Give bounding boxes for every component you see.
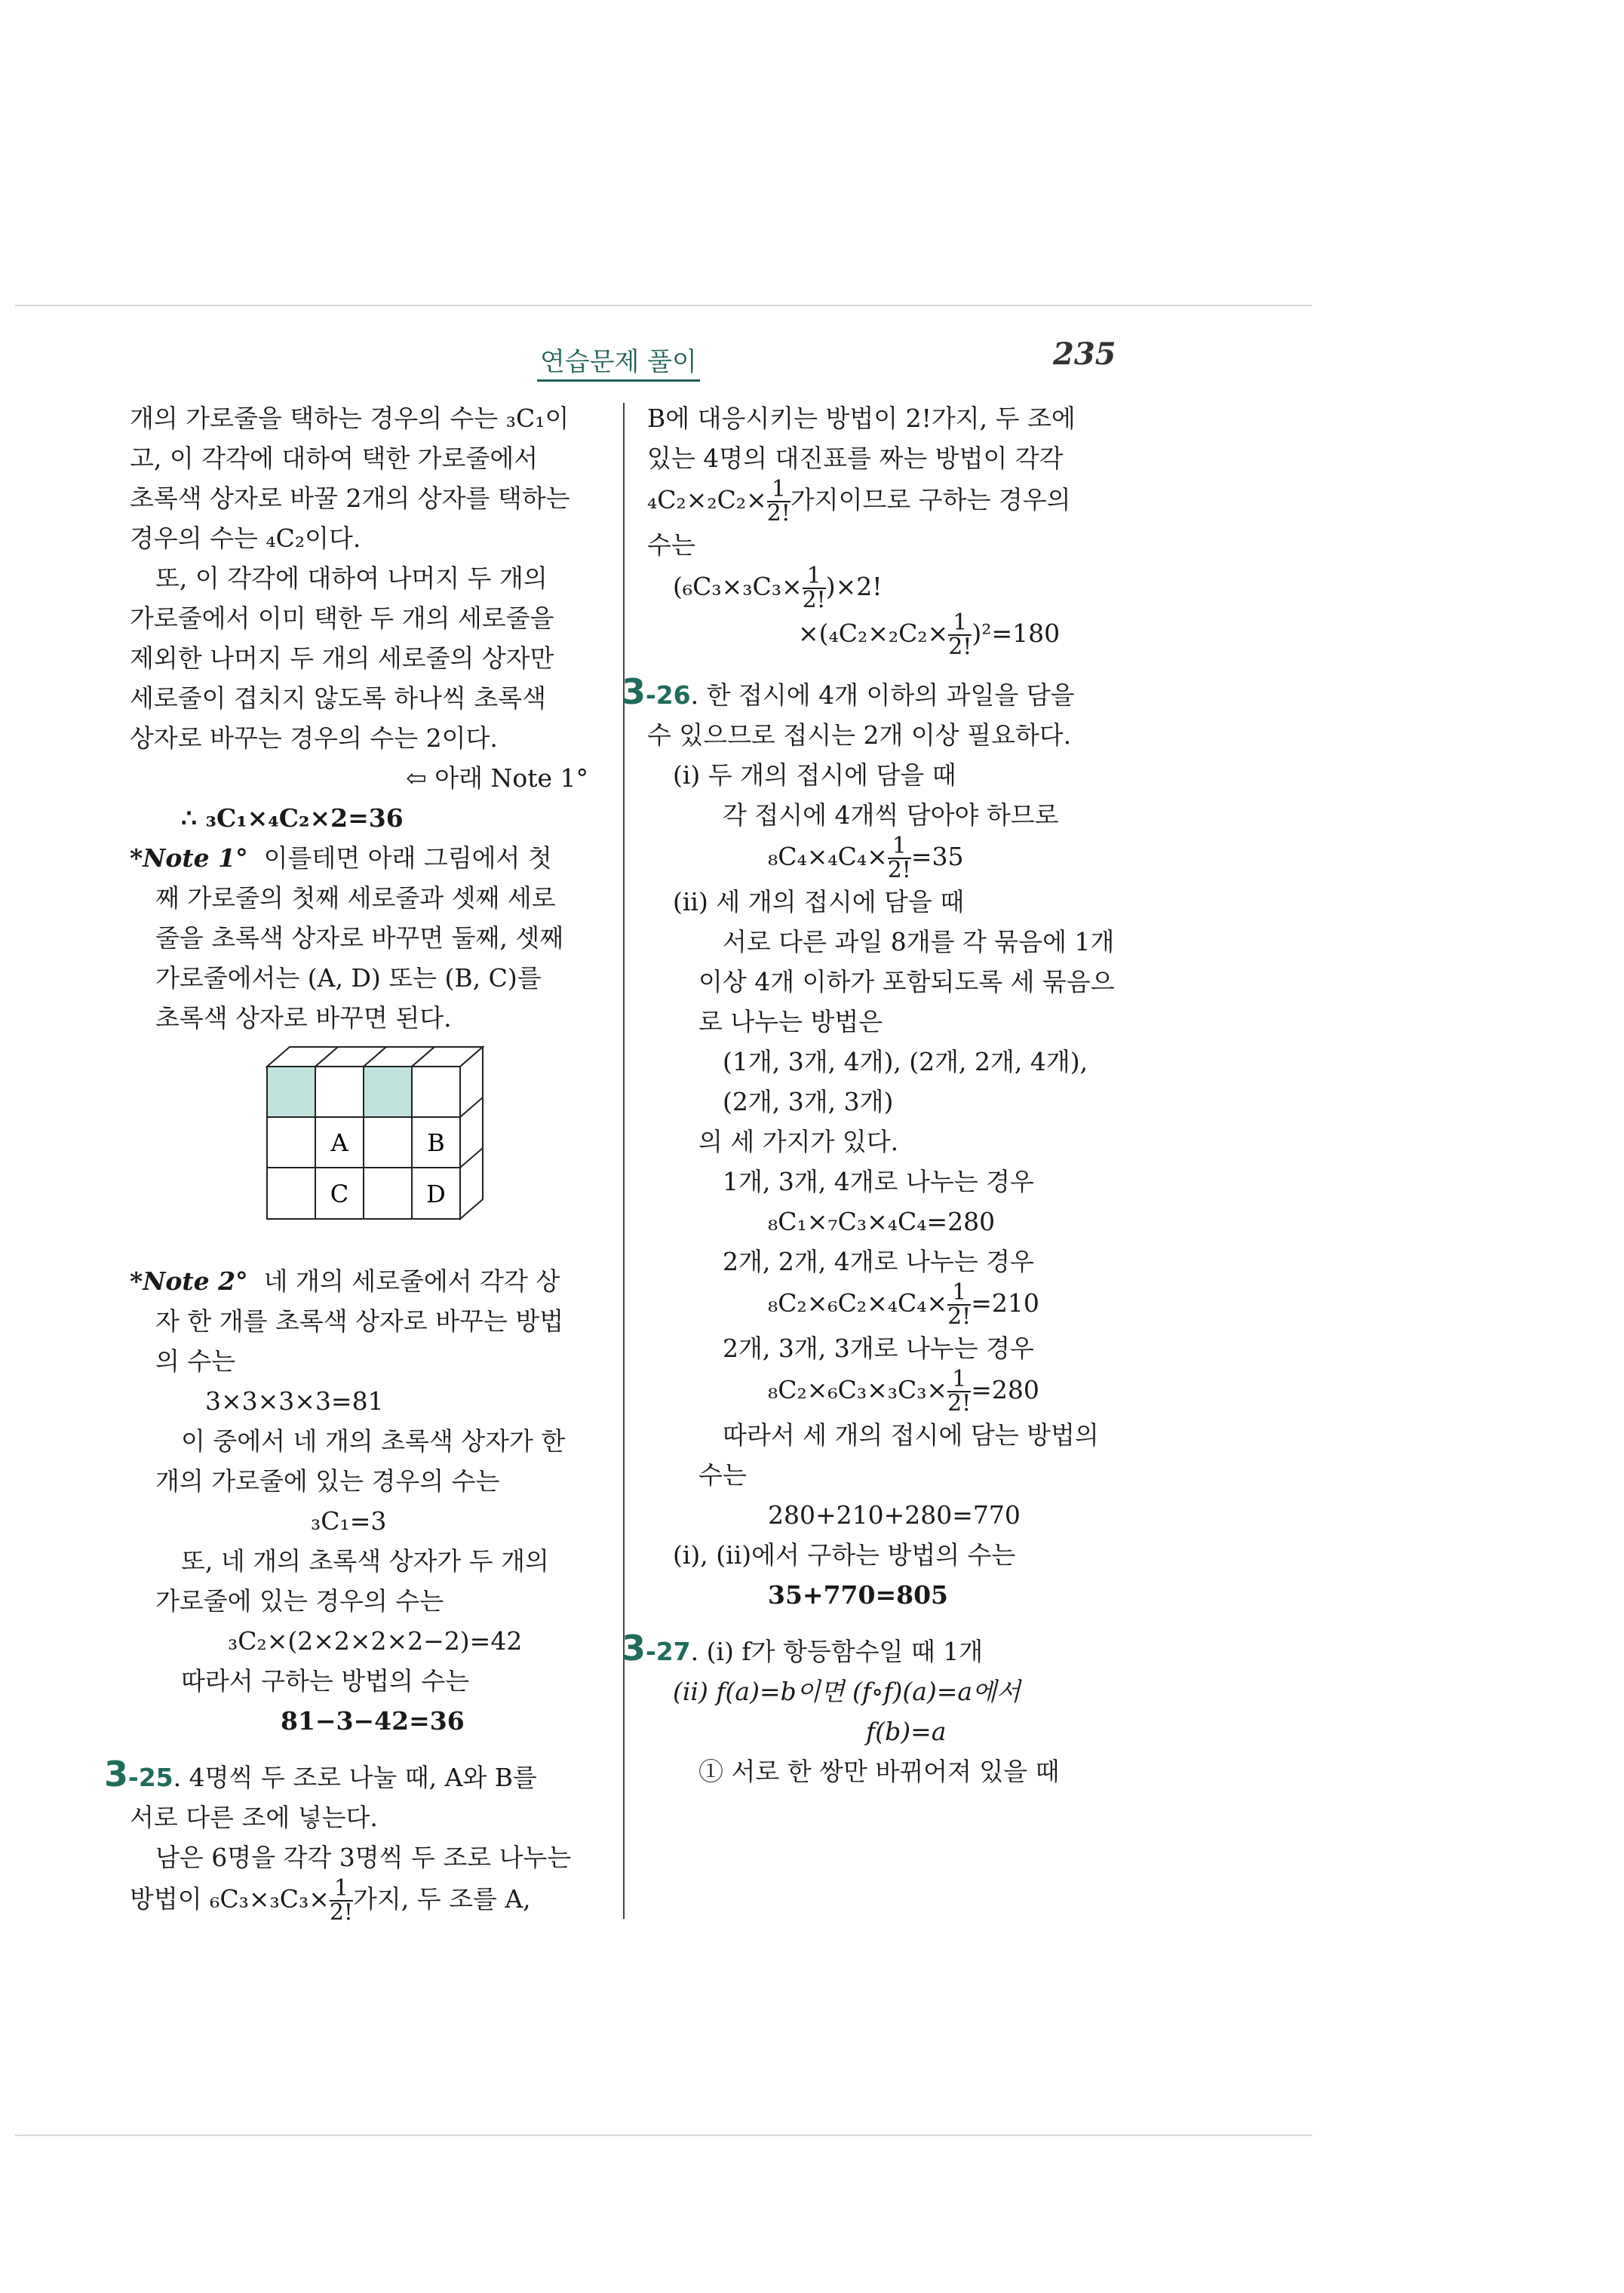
text-line: 이상 4개 이하가 포함되도록 세 묶음으	[698, 967, 1115, 996]
text-line: 각 접시에 4개씩 담아야 하므로	[723, 800, 1059, 830]
fraction-denominator: 2!	[887, 857, 911, 883]
text-segment: ×(₄C₂×₂C₂×	[798, 619, 949, 648]
label-a: A	[330, 1128, 348, 1157]
text-line: 세로줄이 겹치지 않도록 하나씩 초록색	[130, 683, 547, 713]
text-line: (ii) f(a)=b이면 (f∘f)(a)=a에서	[673, 1677, 1021, 1706]
fraction	[330, 1877, 353, 1924]
text-line: 가로줄에 있는 경우의 수는	[155, 1586, 444, 1616]
text-line: 의 수는	[155, 1346, 236, 1376]
text-segment: =210	[971, 1288, 1039, 1318]
text-line: ① 서로 한 쌍만 바뀌어져 있을 때	[698, 1757, 1060, 1786]
fraction	[767, 478, 791, 525]
text-line: 수는	[647, 530, 695, 560]
problem-3-26-heading	[622, 672, 1145, 715]
text-line: 개의 가로줄에 있는 경우의 수는	[155, 1466, 500, 1496]
fraction	[888, 835, 911, 882]
text-line: B에 대응시키는 방법이 2!가지, 두 조에	[647, 404, 1076, 433]
fraction	[803, 565, 826, 612]
equation-line	[647, 609, 1145, 660]
label-c: C	[330, 1180, 349, 1208]
equation-line	[647, 1368, 1145, 1415]
text-segment: 가지, 두 조를 A,	[353, 1884, 531, 1914]
text-line: 있는 4명의 대진표를 짜는 방법이 각각	[647, 444, 1064, 473]
text-line: 서로 다른 과일 8개를 각 묶음에 1개	[723, 927, 1115, 956]
problem-number: 3	[622, 671, 646, 712]
note-reference: ⇦ 아래 Note 1°	[406, 763, 588, 793]
text-line: . (i) f가 항등함수일 때 1개	[690, 1637, 984, 1666]
note-2-label: *Note 2°	[130, 1266, 248, 1296]
fraction-numerator: 1	[947, 1368, 971, 1392]
text-line: 서로 다른 조에 넣는다.	[130, 1803, 378, 1832]
text-line: 수 있으므로 접시는 2개 이상 필요하다.	[647, 720, 1072, 750]
fraction-denominator: 2!	[766, 500, 791, 526]
text-line: 또, 이 각각에 대하여 나머지 두 개의	[155, 563, 548, 593]
equation-line	[647, 1279, 1145, 1330]
equation-line: 280+210+280=770	[768, 1500, 1021, 1530]
fraction-numerator: 1	[767, 478, 791, 502]
text-line: 남은 6명을 각각 3명씩 두 조로 나누는	[155, 1843, 572, 1872]
case-heading: (i) 두 개의 접시에 담을 때	[673, 760, 956, 790]
text-segment: (₆C₃×₃C₃×	[673, 572, 803, 601]
fraction-denominator: 2!	[947, 1303, 972, 1330]
result-line: 81−3−42=36	[281, 1706, 465, 1736]
fraction-denominator: 2!	[329, 1899, 353, 1926]
column-divider	[623, 403, 625, 1919]
text-line: 네 개의 세로줄에서 각각 상	[263, 1266, 560, 1296]
text-line: 초록색 상자로 바꿀 2개의 상자를 택하는	[130, 483, 570, 513]
label-d: D	[426, 1180, 446, 1208]
text-line: 로 나누는 방법은	[698, 1007, 883, 1036]
text-line: 따라서 세 개의 접시에 담는 방법의	[723, 1420, 1099, 1450]
text-line: 고, 이 각각에 대하여 택한 가로줄에서	[130, 444, 539, 473]
fraction	[947, 1279, 972, 1330]
text-line-with-fraction	[130, 1877, 605, 1924]
text-line-with-fraction	[647, 478, 1145, 525]
text-line: . 4명씩 두 조로 나눌 때, A와 B를	[173, 1763, 537, 1792]
fraction-numerator: 1	[803, 565, 826, 589]
bottom-divider	[15, 2135, 1312, 2136]
text-segment: )²=180	[972, 619, 1061, 648]
equation-line	[647, 835, 1145, 882]
text-line: 개의 가로줄을 택하는 경우의 수는 ₃C₁이	[130, 404, 569, 433]
text-line: 또, 네 개의 초록색 상자가 두 개의	[181, 1546, 549, 1576]
box-grid-figure	[130, 1038, 605, 1261]
case-heading: (ii) 세 개의 접시에 담을 때	[673, 887, 965, 916]
text-line: 자 한 개를 초록색 상자로 바꾸는 방법	[155, 1306, 564, 1336]
equation-line	[647, 565, 1145, 612]
text-line: 경우의 수는 ₄C₂이다.	[130, 523, 361, 553]
page-number: 235	[1053, 336, 1116, 372]
note-2-line	[130, 1261, 605, 1301]
text-line: 이를테면 아래 그림에서 첫	[263, 843, 552, 873]
problem-3-27-heading	[622, 1628, 1145, 1671]
text-line: 의 세 가지가 있다.	[698, 1127, 899, 1156]
page-header	[0, 333, 1131, 379]
fraction-numerator: 1	[948, 612, 972, 636]
fraction	[948, 609, 972, 660]
fraction-denominator: 2!	[948, 634, 972, 660]
text-segment: ₈C₂×₆C₂×₄C₄×	[768, 1288, 948, 1318]
text-line: 상자로 바꾸는 경우의 수는 2이다.	[130, 723, 498, 753]
top-divider	[15, 305, 1312, 306]
problem-3-25-heading	[104, 1754, 605, 1797]
text-line: . 한 접시에 4개 이하의 과일을 담을	[690, 680, 1075, 710]
text-segment: )×2!	[825, 572, 883, 601]
fraction-denominator: 2!	[947, 1390, 972, 1417]
text-line: 이 중에서 네 개의 초록색 상자가 한	[181, 1426, 566, 1456]
text-line: 줄을 초록색 상자로 바꾸면 둘째, 셋째	[155, 923, 564, 953]
text-line: 가로줄에서 이미 택한 두 개의 세로줄을	[130, 603, 554, 633]
equation-line: ₈C₁×₇C₃×₄C₄=280	[768, 1207, 996, 1236]
text-segment: ₄C₂×₂C₂×	[647, 485, 767, 514]
fraction-denominator: 2!	[802, 587, 826, 613]
text-segment: 방법이 ₆C₃×₃C₃×	[130, 1884, 330, 1914]
note-1-label: *Note 1°	[130, 843, 248, 873]
text-line: 2개, 2개, 4개로 나누는 경우	[723, 1247, 1034, 1276]
equation-line: ₃C₁=3	[311, 1506, 387, 1536]
text-line: (2개, 3개, 3개)	[723, 1087, 894, 1116]
left-column	[104, 398, 605, 1926]
equation-line: ₃C₂×(2×2×2×2−2)=42	[228, 1626, 523, 1656]
text-line: 제외한 나머지 두 개의 세로줄의 상자만	[130, 643, 554, 673]
text-line: 초록색 상자로 바꾸면 된다.	[155, 1003, 452, 1033]
problem-subnumber: -25	[128, 1763, 173, 1792]
text-line: 째 가로줄의 첫째 세로줄과 셋째 세로	[155, 883, 556, 913]
problem-subnumber: -27	[646, 1637, 691, 1666]
text-line: (i), (ii)에서 구하는 방법의 수는	[673, 1540, 1016, 1570]
text-line: 2개, 3개, 3개로 나누는 경우	[723, 1334, 1034, 1363]
green-box-1	[267, 1067, 315, 1117]
fraction-numerator: 1	[947, 1282, 971, 1306]
result-line: ∴ ₃C₁×₄C₂×2=36	[181, 803, 404, 833]
note-1-line	[130, 838, 605, 878]
green-box-2	[364, 1067, 412, 1117]
fraction-numerator: 1	[330, 1877, 353, 1902]
problem-subnumber: -26	[646, 680, 691, 710]
text-line: (1개, 3개, 4개), (2개, 2개, 4개),	[723, 1047, 1088, 1076]
text-segment: =280	[971, 1375, 1039, 1404]
equation-line: 3×3×3×3=81	[205, 1386, 384, 1416]
equation-line: f(b)=a	[866, 1717, 947, 1746]
text-segment: =35	[910, 842, 964, 871]
fraction-numerator: 1	[888, 835, 911, 859]
right-column	[622, 398, 1145, 1791]
text-segment: ₈C₄×₄C₄×	[768, 842, 888, 871]
side-face	[460, 1047, 483, 1219]
fraction	[947, 1368, 971, 1415]
text-line: 따라서 구하는 방법의 수는	[181, 1666, 470, 1696]
box-grid-diagram	[266, 1045, 492, 1243]
problem-number: 3	[104, 1754, 129, 1794]
text-line: 가로줄에서는 (A, D) 또는 (B, C)를	[155, 963, 542, 993]
text-line: 1개, 3개, 4개로 나누는 경우	[723, 1167, 1034, 1196]
problem-number: 3	[622, 1628, 646, 1668]
result-line: 35+770=805	[768, 1580, 948, 1610]
text-line: 수는	[698, 1460, 747, 1490]
text-segment: 가지이므로 구하는 경우의	[790, 485, 1071, 514]
text-segment: ₈C₂×₆C₃×₃C₃×	[768, 1375, 948, 1404]
label-b: B	[427, 1128, 445, 1157]
chapter-title: 연습문제 풀이	[537, 341, 700, 382]
